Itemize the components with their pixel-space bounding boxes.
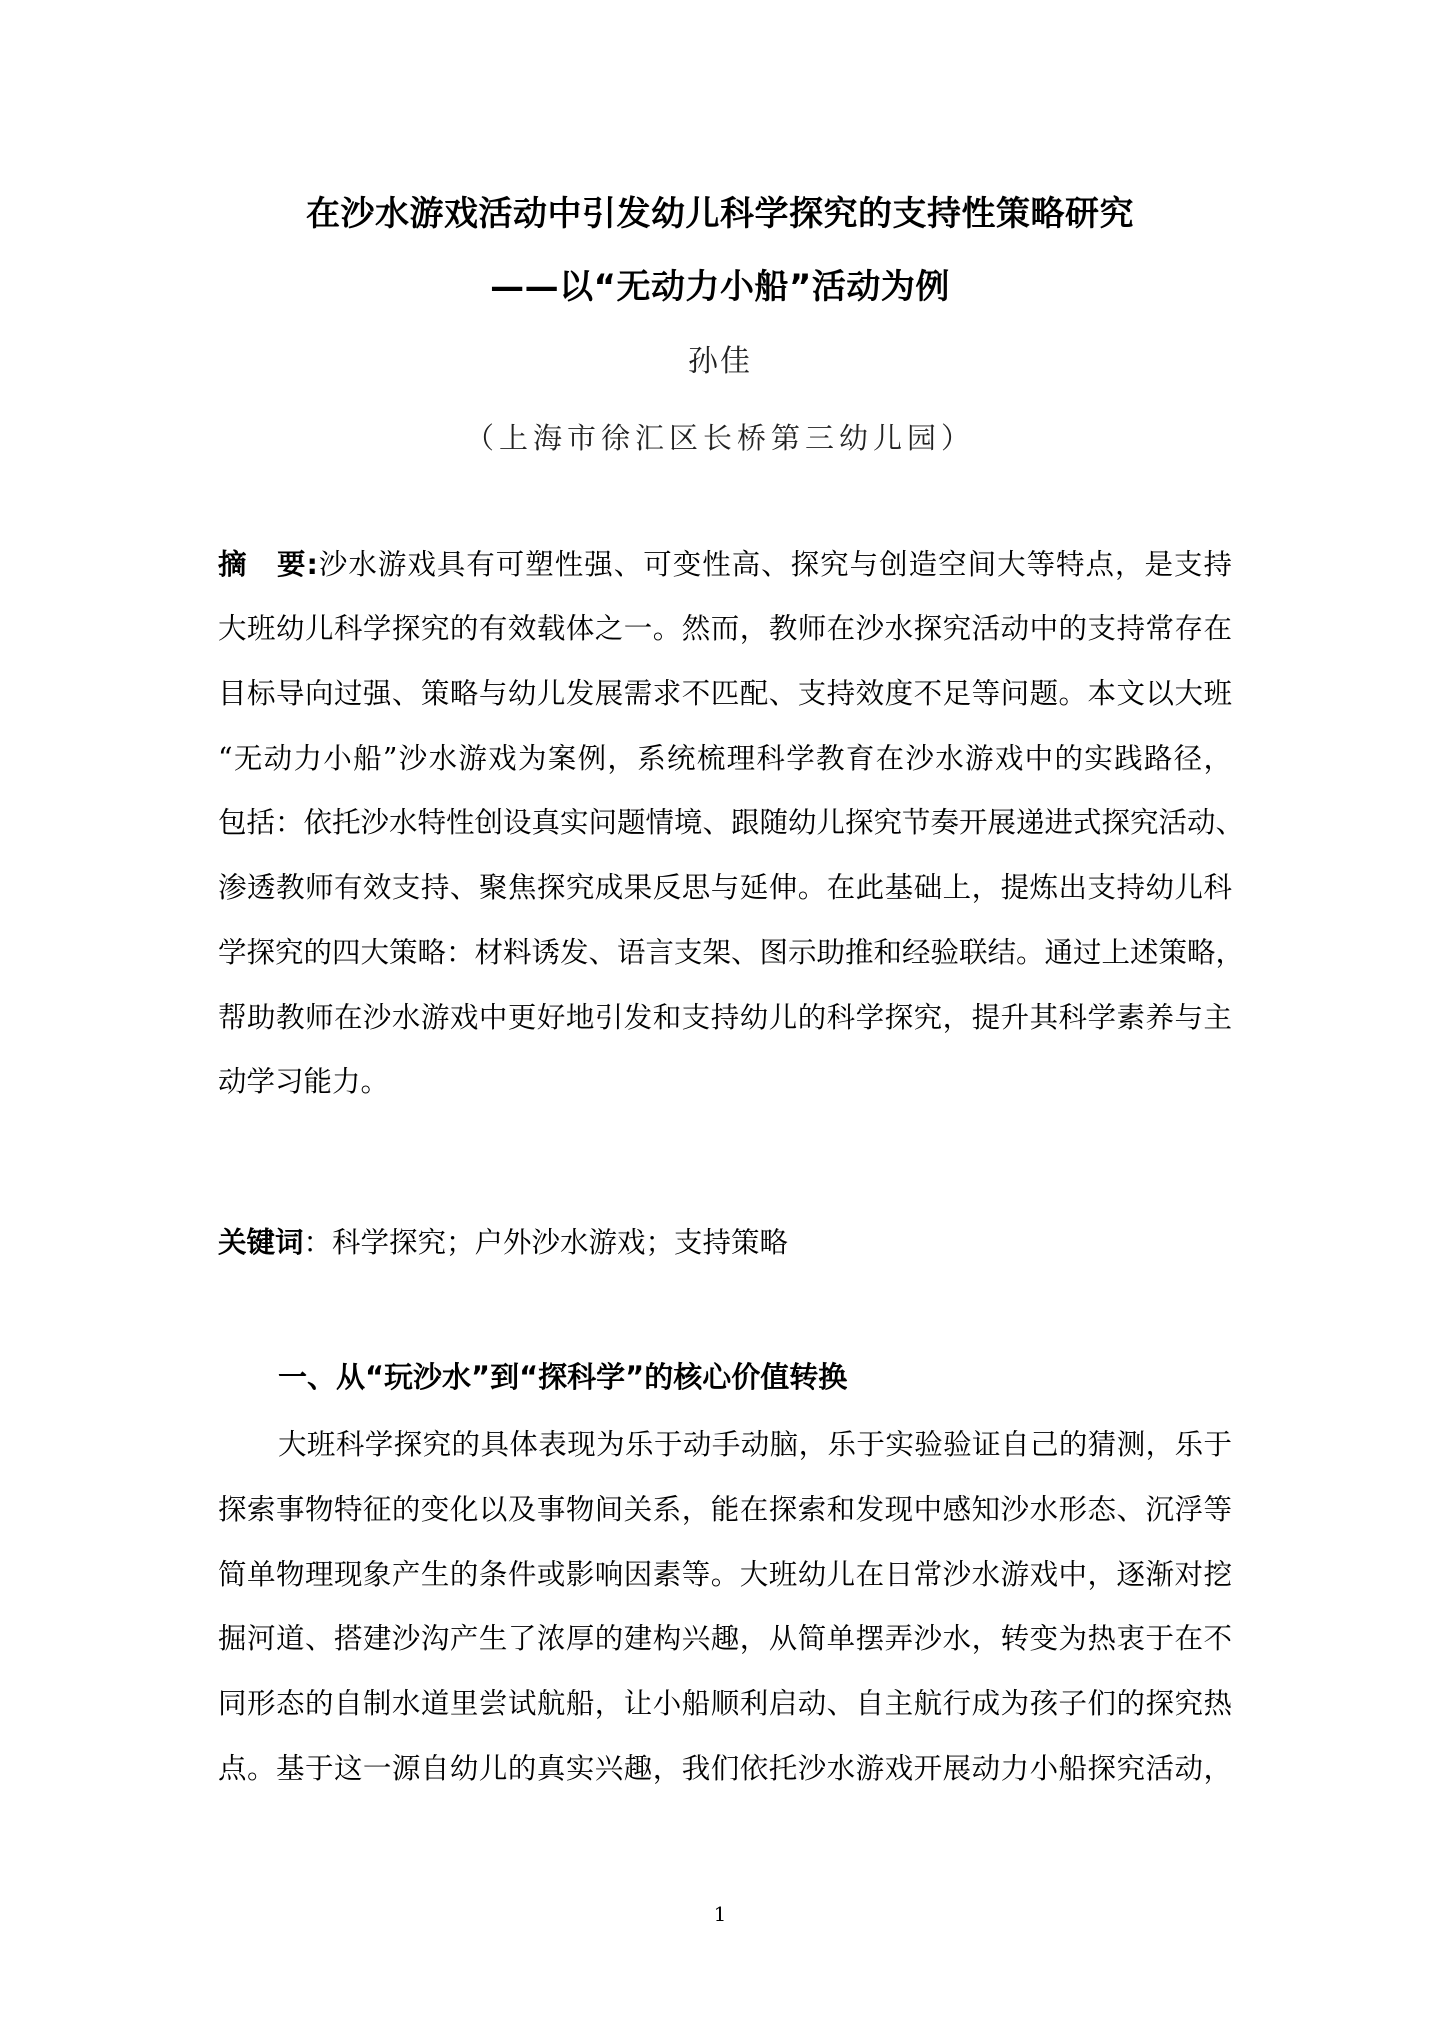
body-line: 简单物理现象产生的条件或影响因素等。大班幼儿在日常沙水游戏中，逐渐对挖 — [218, 1558, 1232, 1591]
abstract-line: 渗透教师有效支持、聚焦探究成果反思与延伸。在此基础上，提炼出支持幼儿科 — [218, 871, 1232, 904]
abstract-line: 大班幼儿科学探究的有效载体之一。然而，教师在沙水探究活动中的支持常存在 — [218, 612, 1232, 645]
paper-subtitle: ——以“无动力小船”活动为例 — [490, 267, 950, 307]
abstract-line: 摘 要:沙水游戏具有可塑性强、可变性高、探究与创造空间大等特点，是支持 — [218, 548, 1232, 581]
body-line: 同形态的自制水道里尝试航船，让小船顺利启动、自主航行成为孩子们的探究热 — [218, 1687, 1232, 1720]
page-number: 1 — [713, 1902, 727, 1926]
abstract-line: 动学习能力。 — [218, 1065, 390, 1098]
body-line: 掘河道、搭建沙沟产生了浓厚的建构兴趣，从简单摆弄沙水，转变为热衷于在不 — [218, 1622, 1232, 1655]
body-line: 点。基于这一源自幼儿的真实兴趣，我们依托沙水游戏开展动力小船探究活动， — [218, 1752, 1232, 1785]
body-line: 探索事物特征的变化以及事物间关系，能在探索和发现中感知沙水形态、沉浮等 — [218, 1493, 1232, 1526]
keywords-separator: ： — [303, 1226, 333, 1259]
paper-title: 在沙水游戏活动中引发幼儿科学探究的支持性策略研究 — [306, 194, 1134, 234]
keywords-label: 关键词 — [218, 1226, 304, 1259]
body-line: 大班科学探究的具体表现为乐于动手动脑，乐于实验验证自己的猜测，乐于 — [278, 1428, 1232, 1461]
abstract-line: 包括：依托沙水特性创设真实问题情境、跟随幼儿探究节奏开展递进式探究活动、 — [218, 806, 1245, 839]
abstract-line: “无动力小船”沙水游戏为案例，系统梳理科学教育在沙水游戏中的实践路径， — [218, 742, 1232, 775]
section-heading: 一、从“玩沙水”到“探科学”的核心价值转换 — [278, 1360, 848, 1394]
abstract-line: 学探究的四大策略：材料诱发、语言支架、图示助推和经验联结。通过上述策略， — [218, 936, 1245, 969]
keywords — [218, 1223, 788, 1263]
abstract-line: 目标导向过强、策略与幼儿发展需求不匹配、支持效度不足等问题。本文以大班 — [218, 677, 1232, 710]
keywords-text: 科学探究；户外沙水游戏；支持策略 — [332, 1226, 789, 1259]
author-affiliation: （上海市徐汇区长桥第三幼儿园） — [464, 421, 975, 455]
abstract-label: 摘 要: — [218, 548, 318, 581]
author-name: 孙佳 — [688, 344, 752, 379]
abstract-line: 帮助教师在沙水游戏中更好地引发和支持幼儿的科学探究，提升其科学素养与主 — [218, 1001, 1232, 1034]
